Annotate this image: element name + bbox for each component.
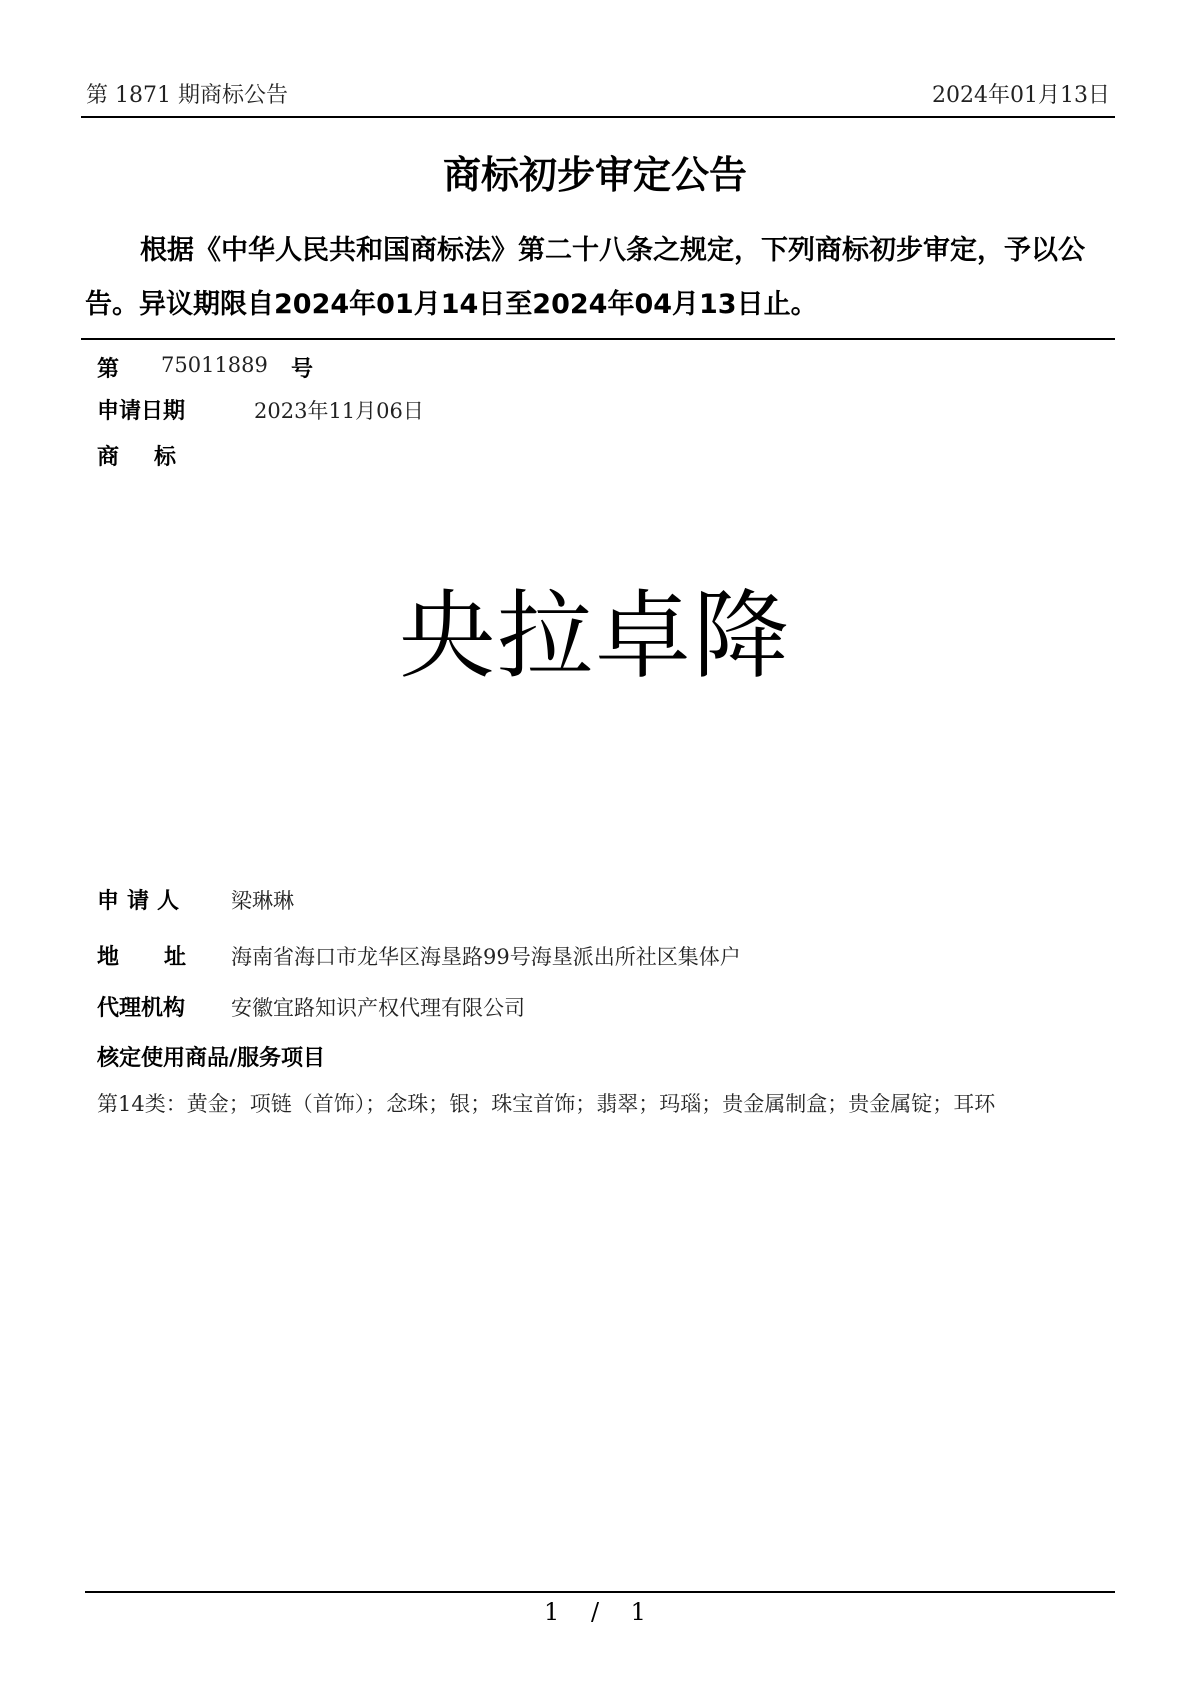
announcement-intro: 根据《中华人民共和国商标法》第二十八条之规定，下列商标初步审定，予以公告。异议期限自2024年01月14日至2024年04月13日止。: [85, 235, 1085, 320]
page-number: 1 / 1: [544, 1598, 646, 1626]
registration-suffix: 号: [291, 357, 314, 382]
registration-prefix: 第: [97, 357, 120, 382]
footer-divider: [85, 1591, 1115, 1593]
page-title: 商标初步审定公告: [442, 153, 747, 197]
trademark-image-text: 央拉卓降: [399, 580, 791, 692]
agency-value: 安徽宜路知识产权代理有限公司: [231, 996, 525, 1020]
application-date-label: 申请日期: [97, 399, 186, 424]
registration-number: 75011889: [161, 353, 268, 377]
agency-label: 代理机构: [97, 996, 186, 1021]
goods-services-value: 第14类：黄金；项链（首饰）；念珠；银；珠宝首饰；翡翠；玛瑙；贵金属制盒；贵金属锭；耳环: [97, 1092, 996, 1116]
trademark-label: 商标: [97, 445, 212, 470]
address-label: 地址: [97, 945, 232, 970]
issue-date: 2024年01月13日: [932, 83, 1110, 108]
applicant-label: 申请人: [97, 889, 188, 914]
section-divider: [81, 338, 1115, 340]
issue-number: 第 1871 期商标公告: [86, 83, 288, 108]
goods-services-label: 核定使用商品/服务项目: [97, 1046, 326, 1071]
header-divider: [81, 116, 1115, 118]
applicant-value: 梁琳琳: [231, 889, 294, 913]
address-value: 海南省海口市龙华区海垦路99号海垦派出所社区集体户: [231, 945, 741, 969]
application-date-value: 2023年11月06日: [254, 399, 424, 423]
